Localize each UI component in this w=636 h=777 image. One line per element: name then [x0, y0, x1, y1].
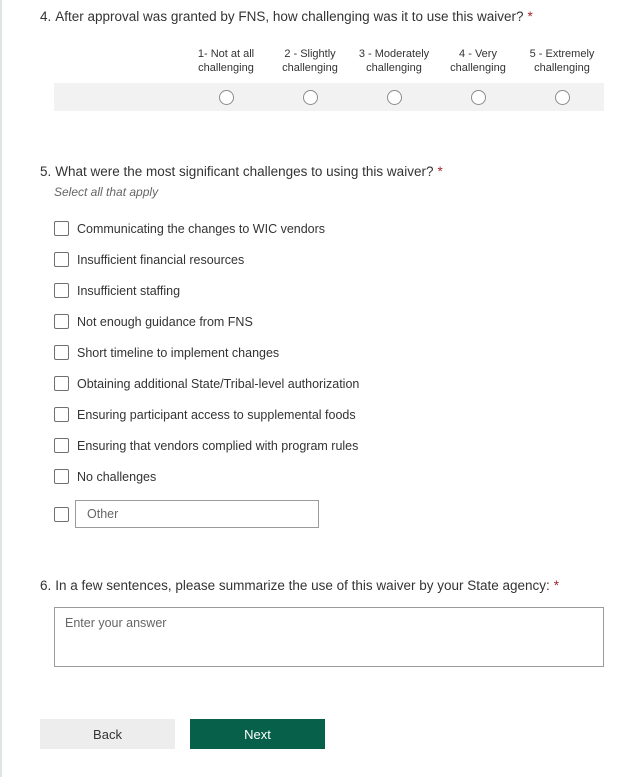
option-label: Insufficient financial resources: [77, 252, 245, 267]
other-option-row: [54, 500, 606, 528]
next-button[interactable]: Next: [190, 719, 325, 749]
option-label: Short timeline to implement changes: [77, 345, 280, 360]
likert-header-1: 1- Not at all challenging: [197, 48, 255, 74]
checkbox[interactable]: [54, 283, 69, 298]
checkbox-options: [54, 221, 606, 484]
option-row: [54, 376, 606, 391]
checkbox[interactable]: [54, 438, 69, 453]
question-4: [40, 8, 606, 111]
option-label: Ensuring that vendors complied with program rules: [77, 438, 359, 453]
likert-headers: [54, 47, 604, 75]
likert-cell-1: [184, 90, 268, 105]
checkbox[interactable]: [54, 376, 69, 391]
likert-header-4: 4 - Very challenging: [450, 48, 506, 74]
required-asterisk: *: [527, 9, 533, 24]
likert-cell-2: [268, 90, 352, 105]
option-label: Ensuring participant access to supplemental foods: [77, 407, 356, 422]
option-row: [54, 252, 606, 267]
option-label: Obtaining additional State/Tribal-level authorization: [77, 376, 360, 391]
question-6: [40, 577, 606, 667]
likert-cell-4: [436, 90, 520, 105]
option-row: [54, 314, 606, 329]
option-label: Not enough guidance from FNS: [77, 314, 253, 329]
question-text: After approval was granted by FNS, how challenging was it to use this waiver?: [55, 9, 524, 24]
likert-row: [54, 83, 604, 111]
question-4-title: [40, 8, 606, 25]
likert-header-5: 5 - Extremely challenging: [529, 48, 595, 74]
checkbox[interactable]: [54, 469, 69, 484]
question-5: [40, 163, 606, 528]
likert-radio-2[interactable]: [303, 90, 318, 105]
likert-header-3: 3 - Moderately challenging: [358, 48, 430, 74]
other-checkbox[interactable]: [54, 507, 69, 522]
required-asterisk: *: [437, 164, 443, 179]
other-input[interactable]: [75, 500, 319, 528]
back-button[interactable]: Back: [40, 719, 175, 749]
option-row: [54, 407, 606, 422]
likert-radio-5[interactable]: [555, 90, 570, 105]
checkbox[interactable]: [54, 221, 69, 236]
question-text: What were the most significant challenges to using this waiver?: [55, 164, 434, 179]
option-row: [54, 345, 606, 360]
required-asterisk: *: [553, 578, 560, 593]
question-5-title: [40, 163, 606, 180]
page-left-edge: [0, 0, 2, 777]
checkbox[interactable]: [54, 314, 69, 329]
likert-radio-3[interactable]: [387, 90, 402, 105]
option-label: Communicating the changes to WIC vendors: [77, 221, 326, 236]
likert-cell-3: [352, 90, 436, 105]
question-number: 5.: [40, 164, 52, 179]
navigation-buttons: [40, 719, 606, 749]
question-number: 6.: [40, 578, 52, 593]
likert-radio-1[interactable]: [219, 90, 234, 105]
checkbox[interactable]: [54, 252, 69, 267]
option-row: [54, 221, 606, 236]
checkbox[interactable]: [54, 345, 69, 360]
option-row: [54, 469, 606, 484]
question-6-title: [40, 577, 606, 594]
likert-cell-5: [520, 90, 604, 105]
checkbox[interactable]: [54, 407, 69, 422]
option-label: No challenges: [77, 469, 157, 484]
option-row: [54, 283, 606, 298]
likert-scale: [54, 47, 604, 111]
likert-header-2: 2 - Slightly challenging: [282, 48, 338, 74]
question-text: In a few sentences, please summarize the use of this waiver by your State agency:: [55, 578, 550, 593]
likert-radio-4[interactable]: [471, 90, 486, 105]
option-row: [54, 438, 606, 453]
option-label: Insufficient staffing: [77, 283, 181, 298]
answer-textarea[interactable]: [54, 607, 604, 667]
question-number: 4.: [40, 9, 52, 24]
question-5-subtitle: Select all that apply: [54, 185, 159, 199]
